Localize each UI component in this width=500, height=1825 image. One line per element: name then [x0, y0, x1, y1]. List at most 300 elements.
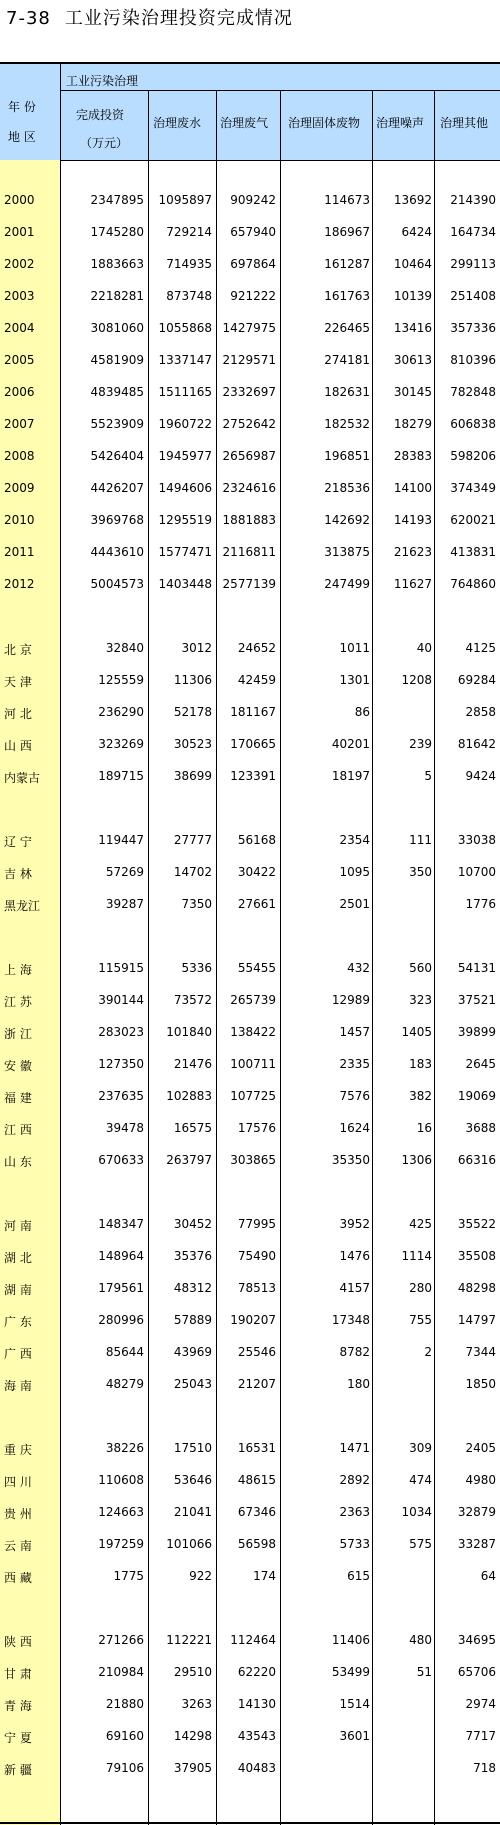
- table-cell: 48279: [105, 1377, 144, 1391]
- table-cell: 55455: [237, 961, 276, 975]
- table-cell: 57889: [173, 1313, 212, 1327]
- table-cell: 56598: [237, 1537, 276, 1551]
- table-cell: 5523909: [90, 417, 144, 431]
- table-cell: 10700: [457, 865, 496, 879]
- row-label: 2011: [4, 545, 35, 559]
- row-label: 广 西: [4, 1347, 32, 1361]
- table-row: [0, 440, 500, 472]
- table-cell: 1471: [339, 1441, 370, 1455]
- table-cell: 1034: [401, 1505, 432, 1519]
- table-row: [0, 536, 500, 568]
- table-cell: 148347: [98, 1217, 144, 1231]
- table-cell: 303865: [230, 1153, 276, 1167]
- table-cell: 16531: [237, 1441, 276, 1455]
- table-cell: 615: [347, 1569, 370, 1583]
- table-cell: 2324616: [222, 481, 276, 495]
- table-cell: 190207: [230, 1313, 276, 1327]
- table-cell: 575: [409, 1537, 432, 1551]
- header-divider: [216, 90, 217, 160]
- table-cell: 4125: [465, 641, 496, 655]
- table-cell: 43543: [237, 1729, 276, 1743]
- table-cell: 247499: [324, 577, 370, 591]
- row-label: 2003: [4, 289, 35, 303]
- table-cell: 24652: [237, 641, 276, 655]
- table-cell: 1337147: [158, 353, 212, 367]
- table-cell: 53499: [331, 1665, 370, 1679]
- table-cell: 18197: [331, 769, 370, 783]
- page-title: [6, 4, 307, 30]
- table-cell: 14130: [237, 1697, 276, 1711]
- table-cell: 323: [409, 993, 432, 1007]
- table-cell: 33287: [457, 1537, 496, 1551]
- table-cell: 657940: [230, 225, 276, 239]
- header-divider: [60, 64, 61, 160]
- table-cell: 11627: [393, 577, 432, 591]
- table-row: [0, 1720, 500, 1752]
- table-cell: 2363: [339, 1505, 370, 1519]
- table-cell: 909242: [230, 193, 276, 207]
- table-cell: 374349: [450, 481, 496, 495]
- table-cell: 1114: [401, 1249, 432, 1263]
- table-cell: 1624: [339, 1121, 370, 1135]
- table-cell: 3081060: [90, 321, 144, 335]
- table-cell: 1403448: [158, 577, 212, 591]
- table-cell: 73572: [173, 993, 212, 1007]
- row-label: 辽 宁: [4, 835, 32, 849]
- table-cell: 35350: [331, 1153, 370, 1167]
- table-cell: 5336: [181, 961, 212, 975]
- table-cell: 2116811: [222, 545, 276, 559]
- table-cell: 35376: [173, 1249, 212, 1263]
- table-cell: 161287: [324, 257, 370, 271]
- table-cell: 75490: [237, 1249, 276, 1263]
- table-cell: 30422: [237, 865, 276, 879]
- row-label: 青 海: [4, 1699, 32, 1713]
- table-cell: 8782: [339, 1345, 370, 1359]
- table-row: [0, 856, 500, 888]
- table-cell: 138422: [230, 1025, 276, 1039]
- table-cell: 755: [409, 1313, 432, 1327]
- table-cell: 17576: [237, 1121, 276, 1135]
- table-cell: 179561: [98, 1281, 144, 1295]
- row-label: 2006: [4, 385, 35, 399]
- table-cell: 62220: [237, 1665, 276, 1679]
- table-cell: 183: [409, 1057, 432, 1071]
- table-cell: 2858: [465, 705, 496, 719]
- table-cell: 480: [409, 1633, 432, 1647]
- row-label: 北 京: [4, 643, 32, 657]
- table-cell: 30613: [393, 353, 432, 367]
- table-cell: 51: [416, 1665, 432, 1679]
- table-row: [0, 216, 500, 248]
- table-cell: 27661: [237, 897, 276, 911]
- row-label: 2010: [4, 513, 35, 527]
- row-label: 山 东: [4, 1155, 32, 1169]
- table-cell: 81642: [457, 737, 496, 751]
- table-cell: 2656987: [222, 449, 276, 463]
- table-cell: 670633: [98, 1153, 144, 1167]
- table-cell: 718: [473, 1761, 496, 1775]
- table-cell: 283023: [98, 1025, 144, 1039]
- table-cell: 2354: [339, 833, 370, 847]
- header-region: 地 区: [8, 130, 36, 144]
- table-row: [0, 312, 500, 344]
- table-cell: 16: [416, 1121, 432, 1135]
- header-group: 工业污染治理: [66, 74, 139, 88]
- table-cell: 280: [409, 1281, 432, 1295]
- row-label: 贵 州: [4, 1507, 32, 1521]
- table-row: [0, 728, 500, 760]
- table-cell: 1745280: [90, 225, 144, 239]
- table-cell: 5004573: [90, 577, 144, 591]
- table-cell: 66316: [457, 1153, 496, 1167]
- table-cell: 299113: [450, 257, 496, 271]
- table-cell: 164734: [450, 225, 496, 239]
- table-cell: 25546: [237, 1345, 276, 1359]
- table-cell: 32840: [105, 641, 144, 655]
- table-cell: 5733: [339, 1537, 370, 1551]
- table-cell: 2332697: [222, 385, 276, 399]
- table-row: [0, 1048, 500, 1080]
- row-label: 安 徽: [4, 1059, 32, 1073]
- row-label: 2009: [4, 481, 35, 495]
- table-row: [0, 632, 500, 664]
- table-cell: 189715: [98, 769, 144, 783]
- table-cell: 226465: [324, 321, 370, 335]
- row-label: 山 西: [4, 739, 32, 753]
- row-label: 西 藏: [4, 1571, 32, 1585]
- table-cell: 29510: [173, 1665, 212, 1679]
- table-row: [0, 1208, 500, 1240]
- header-year: 年 份: [8, 100, 36, 114]
- row-label: 2012: [4, 577, 35, 591]
- table-cell: 3263: [181, 1697, 212, 1711]
- table-cell: 350: [409, 865, 432, 879]
- table-cell: 210984: [98, 1665, 144, 1679]
- table-cell: 39478: [105, 1121, 144, 1135]
- table-cell: 1511165: [158, 385, 212, 399]
- table-row: [0, 1368, 500, 1400]
- table-cell: 2129571: [222, 353, 276, 367]
- table-row: [0, 696, 500, 728]
- table-cell: 186967: [324, 225, 370, 239]
- table-row: [0, 1112, 500, 1144]
- table-row: [0, 1432, 500, 1464]
- table-cell: 19069: [457, 1089, 496, 1103]
- table-cell: 1881883: [222, 513, 276, 527]
- header-divider: [434, 90, 435, 160]
- table-cell: 271266: [98, 1633, 144, 1647]
- bottom-rule: [0, 1822, 500, 1824]
- table-cell: 77995: [237, 1217, 276, 1231]
- table-cell: 236290: [98, 705, 144, 719]
- table-cell: 2335: [339, 1057, 370, 1071]
- row-label: 江 西: [4, 1123, 32, 1137]
- table-cell: 142692: [324, 513, 370, 527]
- table-cell: 37905: [173, 1761, 212, 1775]
- table-cell: 382: [409, 1089, 432, 1103]
- table-cell: 42459: [237, 673, 276, 687]
- table-cell: 39287: [105, 897, 144, 911]
- table-cell: 425: [409, 1217, 432, 1231]
- table-cell: 265739: [230, 993, 276, 1007]
- table-cell: 33038: [457, 833, 496, 847]
- table-row: [0, 184, 500, 216]
- table-cell: 1405: [401, 1025, 432, 1039]
- header-noise: 治理噪声: [376, 116, 425, 130]
- row-label: 甘 肃: [4, 1667, 32, 1681]
- table-cell: 764860: [450, 577, 496, 591]
- table-cell: 6424: [401, 225, 432, 239]
- row-label: 湖 南: [4, 1283, 32, 1297]
- table-cell: 86: [354, 705, 370, 719]
- table-cell: 12989: [331, 993, 370, 1007]
- table-cell: 4443610: [90, 545, 144, 559]
- table-cell: 782848: [450, 385, 496, 399]
- table-cell: 413831: [450, 545, 496, 559]
- table-cell: 2501: [339, 897, 370, 911]
- table-cell: 2577139: [222, 577, 276, 591]
- table-cell: 251408: [450, 289, 496, 303]
- table-cell: 1095897: [158, 193, 212, 207]
- row-label: 2000: [4, 193, 35, 207]
- table-cell: 40: [416, 641, 432, 655]
- table-cell: 5: [424, 769, 432, 783]
- table-cell: 9424: [465, 769, 496, 783]
- table-row: [0, 1496, 500, 1528]
- row-label: 内蒙古: [4, 771, 41, 785]
- table-row: [0, 1688, 500, 1720]
- table-cell: 112221: [166, 1633, 212, 1647]
- table-cell: 606838: [450, 417, 496, 431]
- table-cell: 3601: [339, 1729, 370, 1743]
- table-cell: 7344: [465, 1345, 496, 1359]
- table-cell: 40483: [237, 1761, 276, 1775]
- header-total-line2: （万元）: [80, 136, 129, 150]
- table-cell: 127350: [98, 1057, 144, 1071]
- table-cell: 182532: [324, 417, 370, 431]
- table-cell: 38699: [173, 769, 212, 783]
- table-cell: 174: [253, 1569, 276, 1583]
- table-cell: 1514: [339, 1697, 370, 1711]
- table-cell: 697864: [230, 257, 276, 271]
- table-row: [0, 280, 500, 312]
- table-row: [0, 1560, 500, 1592]
- table-cell: 2752642: [222, 417, 276, 431]
- table-row: [0, 1464, 500, 1496]
- table-cell: 4839485: [90, 385, 144, 399]
- table-cell: 1208: [401, 673, 432, 687]
- table-cell: 1301: [339, 673, 370, 687]
- row-label: 2001: [4, 225, 35, 239]
- table-cell: 16575: [173, 1121, 212, 1135]
- table-cell: 14797: [457, 1313, 496, 1327]
- header-other: 治理其他: [440, 116, 489, 130]
- table-cell: 27777: [173, 833, 212, 847]
- row-label: 云 南: [4, 1539, 32, 1553]
- table-row: [0, 344, 500, 376]
- table-row: [0, 1016, 500, 1048]
- table-row: [0, 568, 500, 600]
- table-cell: 4980: [465, 1473, 496, 1487]
- table-cell: 161763: [324, 289, 370, 303]
- table-cell: 14193: [393, 513, 432, 527]
- table-cell: 921222: [230, 289, 276, 303]
- table-cell: 78513: [237, 1281, 276, 1295]
- table-cell: 280996: [98, 1313, 144, 1327]
- row-label: 天 津: [4, 675, 32, 689]
- table-cell: 21623: [393, 545, 432, 559]
- table-cell: 4581909: [90, 353, 144, 367]
- table-cell: 5426404: [90, 449, 144, 463]
- table-cell: 2347895: [90, 193, 144, 207]
- table-cell: 101066: [166, 1537, 212, 1551]
- table-row: [0, 1144, 500, 1176]
- table-cell: 25043: [173, 1377, 212, 1391]
- table-cell: 32879: [457, 1505, 496, 1519]
- table-cell: 214390: [450, 193, 496, 207]
- table-cell: 1776: [465, 897, 496, 911]
- table-cell: 3969768: [90, 513, 144, 527]
- table-cell: 474: [409, 1473, 432, 1487]
- header-divider: [148, 90, 149, 160]
- table-cell: 1494606: [158, 481, 212, 495]
- table-cell: 3952: [339, 1217, 370, 1231]
- table-cell: 48312: [173, 1281, 212, 1295]
- table-row: [0, 760, 500, 792]
- header-solid: 治理固体废物: [288, 116, 361, 130]
- table-cell: 323269: [98, 737, 144, 751]
- row-label: 四 川: [4, 1475, 32, 1489]
- table-row: [0, 1304, 500, 1336]
- table-cell: 114673: [324, 193, 370, 207]
- row-label: 新 疆: [4, 1763, 32, 1777]
- table-row: [0, 1336, 500, 1368]
- table-row: [0, 984, 500, 1016]
- table-cell: 39899: [457, 1025, 496, 1039]
- table-cell: 21041: [173, 1505, 212, 1519]
- table-cell: 13692: [393, 193, 432, 207]
- table-cell: 100711: [230, 1057, 276, 1071]
- table-cell: 1306: [401, 1153, 432, 1167]
- table-cell: 357336: [450, 321, 496, 335]
- table-number: 7-38: [6, 8, 51, 29]
- table-cell: 4426207: [90, 481, 144, 495]
- table-cell: 1775: [113, 1569, 144, 1583]
- table-row: [0, 472, 500, 504]
- table-cell: 560: [409, 961, 432, 975]
- table-cell: 18279: [393, 417, 432, 431]
- table-cell: 14298: [173, 1729, 212, 1743]
- table-cell: 2: [424, 1345, 432, 1359]
- table-cell: 1945977: [158, 449, 212, 463]
- table-row: [0, 824, 500, 856]
- table-cell: 11406: [331, 1633, 370, 1647]
- table-cell: 810396: [450, 353, 496, 367]
- table-cell: 432: [347, 961, 370, 975]
- table-cell: 13416: [393, 321, 432, 335]
- table-cell: 119447: [98, 833, 144, 847]
- table-cell: 729214: [166, 225, 212, 239]
- table-cell: 57269: [105, 865, 144, 879]
- table-cell: 10139: [393, 289, 432, 303]
- table-cell: 111: [409, 833, 432, 847]
- table-cell: 196851: [324, 449, 370, 463]
- table-cell: 28383: [393, 449, 432, 463]
- row-label: 湖 北: [4, 1251, 32, 1265]
- table-cell: 3012: [181, 641, 212, 655]
- table-cell: 14100: [393, 481, 432, 495]
- table-cell: 7576: [339, 1089, 370, 1103]
- table-row: [0, 1624, 500, 1656]
- table-cell: 2645: [465, 1057, 496, 1071]
- table-cell: 38226: [105, 1441, 144, 1455]
- row-label: 河 南: [4, 1219, 32, 1233]
- table-cell: 34695: [457, 1633, 496, 1647]
- table-row: [0, 1656, 500, 1688]
- table-cell: 112464: [230, 1633, 276, 1647]
- table-cell: 197259: [98, 1537, 144, 1551]
- table-cell: 30145: [393, 385, 432, 399]
- table-cell: 30523: [173, 737, 212, 751]
- row-label: 2002: [4, 257, 35, 271]
- table-cell: 274181: [324, 353, 370, 367]
- table-cell: 30452: [173, 1217, 212, 1231]
- table-row: [0, 376, 500, 408]
- table-cell: 1457: [339, 1025, 370, 1039]
- table-cell: 598206: [450, 449, 496, 463]
- table-cell: 10464: [393, 257, 432, 271]
- table-cell: 2974: [465, 1697, 496, 1711]
- table-cell: 181167: [230, 705, 276, 719]
- row-label: 广 东: [4, 1315, 32, 1329]
- table-cell: 85644: [105, 1345, 144, 1359]
- table-cell: 218536: [324, 481, 370, 495]
- row-label: 宁 夏: [4, 1731, 32, 1745]
- table-cell: 107725: [230, 1089, 276, 1103]
- table-cell: 17510: [173, 1441, 212, 1455]
- table-cell: 79106: [105, 1761, 144, 1775]
- row-label: 吉 林: [4, 867, 32, 881]
- table-cell: 40201: [331, 737, 370, 751]
- table-cell: 873748: [166, 289, 212, 303]
- table-cell: 53646: [173, 1473, 212, 1487]
- table-cell: 390144: [98, 993, 144, 1007]
- table-cell: 124663: [98, 1505, 144, 1519]
- table-cell: 69284: [457, 673, 496, 687]
- table-row: [0, 408, 500, 440]
- table-header: [0, 64, 500, 161]
- table-title: 工业污染治理投资完成情况: [64, 8, 293, 29]
- table-cell: 2218281: [90, 289, 144, 303]
- header-total-line1: 完成投资: [76, 108, 125, 122]
- table-cell: 714935: [166, 257, 212, 271]
- row-label: 河 北: [4, 707, 32, 721]
- header-divider: [280, 90, 281, 160]
- table-cell: 4157: [339, 1281, 370, 1295]
- table-cell: 1476: [339, 1249, 370, 1263]
- table-row: [0, 1752, 500, 1784]
- table-row: [0, 1528, 500, 1560]
- table-cell: 52178: [173, 705, 212, 719]
- table-cell: 69160: [105, 1729, 144, 1743]
- row-label: 2008: [4, 449, 35, 463]
- table-cell: 239: [409, 737, 432, 751]
- table-cell: 1055868: [158, 321, 212, 335]
- table-cell: 115915: [98, 961, 144, 975]
- table-cell: 1883663: [90, 257, 144, 271]
- header-gas: 治理废气: [220, 116, 269, 130]
